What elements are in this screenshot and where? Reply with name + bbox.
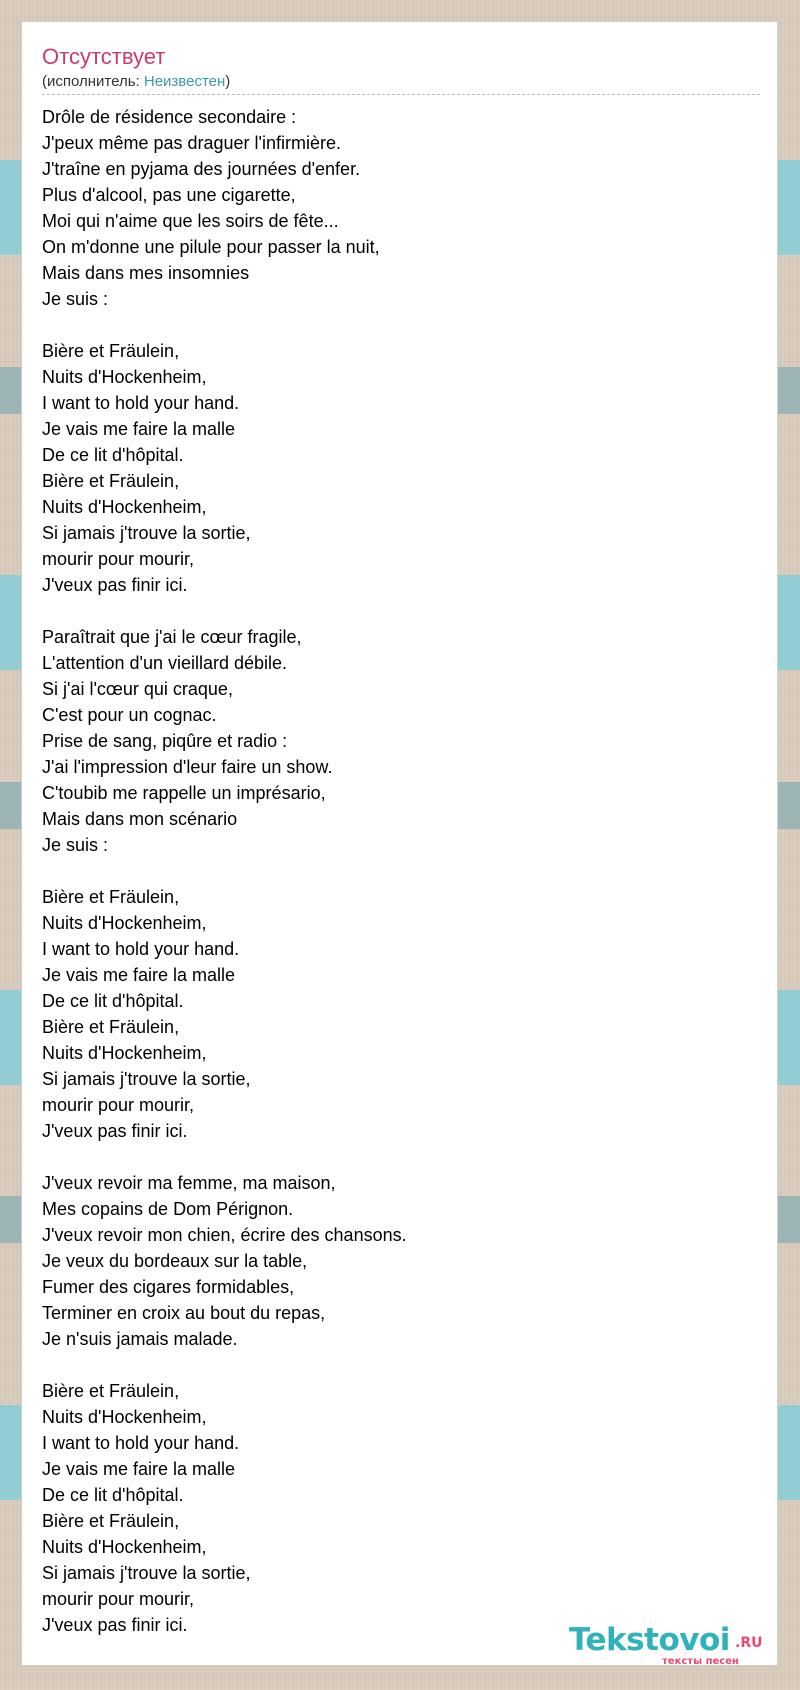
lyric-line: Je suis : <box>42 835 109 855</box>
lyric-line: J'traîne en pyjama des journées d'enfer. <box>42 159 361 179</box>
lyric-line: mourir pour mourir, <box>42 549 195 569</box>
lyric-line: Je suis : <box>42 289 109 309</box>
lyric-line: Mais dans mon scénario <box>42 809 238 829</box>
lyric-line: Nuits d'Hockenheim, <box>42 913 207 933</box>
lyrics-stanza <box>42 1170 742 1352</box>
lyric-line: J'veux revoir mon chien, écrire des chansons. <box>42 1225 407 1245</box>
artist-suffix: ) <box>225 73 231 90</box>
lyric-line: Nuits d'Hockenheim, <box>42 367 207 387</box>
lyric-line: Bière et Fräulein, <box>42 471 180 491</box>
lyric-line: Mes copains de Dom Pérignon. <box>42 1199 294 1219</box>
lyric-line: L'attention d'un vieillard débile. <box>42 653 288 673</box>
lyric-line: J'ai l'impression d'leur faire un show. <box>42 757 333 777</box>
lyric-line: Bière et Fräulein, <box>42 1381 180 1401</box>
lyric-line: Fumer des cigares formidables, <box>42 1277 295 1297</box>
lyric-line: I want to hold your hand. <box>42 393 240 413</box>
lyric-line: Bière et Fräulein, <box>42 341 180 361</box>
lyric-line: J'veux revoir ma femme, ma maison, <box>42 1173 336 1193</box>
lyric-line: J'peux même pas draguer l'infirmière. <box>42 133 341 153</box>
logo-tld: .RU <box>735 1635 763 1651</box>
lyric-line: Drôle de résidence secondaire : <box>42 107 297 127</box>
lyric-line: Si j'ai l'cœur qui craque, <box>42 679 233 699</box>
lyric-line: Je vais me faire la malle <box>42 419 236 439</box>
lyric-line: Si jamais j'trouve la sortie, <box>42 1069 251 1089</box>
lyric-line: On m'donne une pilule pour passer la nuit, <box>42 237 380 257</box>
lyrics-card <box>21 21 778 1666</box>
lyric-line: Bière et Fräulein, <box>42 887 180 907</box>
lyric-line: Si jamais j'trouve la sortie, <box>42 1563 251 1583</box>
logo-tagline: тексты песен <box>662 1656 739 1667</box>
lyric-line: Je veux du bordeaux sur la table, <box>42 1251 308 1271</box>
lyric-line: Bière et Fräulein, <box>42 1017 180 1037</box>
lyric-line: Moi qui n'aime que les soirs de fête... <box>42 211 339 231</box>
title-divider <box>42 94 760 95</box>
lyric-line: I want to hold your hand. <box>42 1433 240 1453</box>
lyric-line: Mais dans mes insomnies <box>42 263 250 283</box>
song-title: Отсутствует <box>42 44 166 69</box>
lyric-line: Nuits d'Hockenheim, <box>42 1043 207 1063</box>
lyric-line: J'veux pas finir ici. <box>42 1121 188 1141</box>
lyrics-stanza <box>42 338 742 598</box>
lyric-line: C'toubib me rappelle un imprésario, <box>42 783 326 803</box>
lyric-line: J'veux pas finir ici. <box>42 575 188 595</box>
lyrics-text <box>42 104 742 1638</box>
lyric-line: Terminer en croix au bout du repas, <box>42 1303 326 1323</box>
lyric-line: Nuits d'Hockenheim, <box>42 1537 207 1557</box>
lyric-line: Je n'suis jamais malade. <box>42 1329 238 1349</box>
lyrics-stanza <box>42 104 742 312</box>
lyric-line: Plus d'alcool, pas une cigarette, <box>42 185 296 205</box>
lyric-line: Si jamais j'trouve la sortie, <box>42 523 251 543</box>
tekstovoi-logo[interactable] <box>569 1622 769 1668</box>
lyric-line: I want to hold your hand. <box>42 939 240 959</box>
lyrics-stanza <box>42 624 742 858</box>
lyric-line: J'veux pas finir ici. <box>42 1615 188 1635</box>
lyric-line: Bière et Fräulein, <box>42 1511 180 1531</box>
lyric-line: De ce lit d'hôpital. <box>42 445 184 465</box>
artist-prefix: (исполнитель: <box>42 73 144 90</box>
lyrics-stanza <box>42 1378 742 1638</box>
lyric-line: mourir pour mourir, <box>42 1095 195 1115</box>
lyric-line: Je vais me faire la malle <box>42 965 236 985</box>
lyrics-stanza <box>42 884 742 1144</box>
artist-link[interactable]: Неизвестен <box>143 73 226 90</box>
lyric-line: Je vais me faire la malle <box>42 1459 236 1479</box>
lyric-line: Paraîtrait que j'ai le cœur fragile, <box>42 627 302 647</box>
lyric-line: De ce lit d'hôpital. <box>42 1485 184 1505</box>
lyric-line: De ce lit d'hôpital. <box>42 991 184 1011</box>
lyric-line: C'est pour un cognac. <box>42 705 217 725</box>
artist-line <box>42 73 230 91</box>
lyric-line: Nuits d'Hockenheim, <box>42 1407 207 1427</box>
lyric-line: Prise de sang, piqûre et radio : <box>42 731 288 751</box>
logo-wordmark: Tekstovoi <box>569 1622 730 1658</box>
lyric-line: Nuits d'Hockenheim, <box>42 497 207 517</box>
lyric-line: mourir pour mourir, <box>42 1589 195 1609</box>
